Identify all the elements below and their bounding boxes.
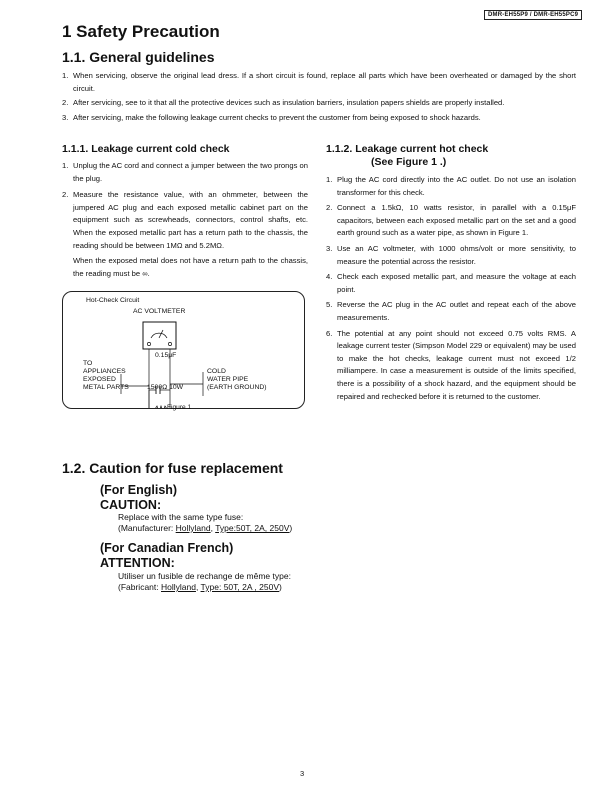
voltmeter-label: AC VOLTMETER <box>133 308 186 315</box>
section-1-1-2-title: 1.1.2. Leakage current hot check <box>326 143 489 155</box>
section-1-2-title: 1.2. Caution for fuse replacement <box>62 460 283 476</box>
attention-heading: ATTENTION: <box>100 556 175 570</box>
manufacturer-name: Hollyland <box>161 582 196 592</box>
list-item: 2. Measure the resistance value, with an ohmmeter, between the jumpered AC plug and each exposed metallic cabinet part on the equipment such as screwheads, connectors, control shafts, etc. When the exposed metallic part has a return path to the chassis, the reading should be between 1MΩ and 5.2MΩ. <box>62 190 308 250</box>
model-number-box <box>484 10 582 20</box>
french-line-2: (Fabricant: Hollyland, Type: 50T, 2A , 250V) <box>118 582 282 592</box>
english-line-2: (Manufacturer: Hollyland, Type:50T, 2A, 250V) <box>118 523 293 533</box>
french-line-1: Utiliser un fusible de rechange de même type: <box>118 571 291 581</box>
fuse-type: Type:50T, 2A, 250V <box>215 523 290 533</box>
ground-label-3: (EARTH GROUND) <box>207 384 267 391</box>
list-item: 1. When servicing, observe the original lead dress. If a short circuit is found, replace all parts which have been overheated or damaged by the short circuit. <box>62 71 576 93</box>
capacitor-label: 0.15μF <box>155 352 177 359</box>
section-1-1-title: 1.1. General guidelines <box>62 49 215 65</box>
ground-label-1: COLD <box>207 368 226 375</box>
list-item: When the exposed metal does not have a return path to the chassis, the reading must be ∞. <box>73 256 308 278</box>
list-item: 1. Plug the AC cord directly into the AC outlet. Do not use an isolation transformer for this check. <box>326 175 576 197</box>
hot-check-list <box>326 174 576 403</box>
model-number: DMR-EH55P9 / DMR-EH55PC9 <box>488 12 579 18</box>
appliance-label-2: APPLIANCES <box>83 368 126 375</box>
section-1-1-2-subtitle: (See Figure 1 .) <box>371 156 447 168</box>
general-guidelines-list <box>62 70 576 124</box>
page-number: 3 <box>300 769 305 778</box>
figure-title: Hot-Check Circuit <box>86 297 140 304</box>
manufacturer-name: Hollyland <box>175 523 211 533</box>
appliance-label-1: TO <box>83 360 93 367</box>
list-item: 5. Reverse the AC plug in the AC outlet and repeat each of the above measurements. <box>326 300 576 322</box>
list-item: 6. The potential at any point should not exceed 0.75 volts RMS. A leakage current tester (Simpson Model 229 or equivalent) may be used to make the hot checks, leakage current must not exceed 1/2 milliampere. In case a measurement is outside of the limits specified, there is a possibility of a shock hazard, and the equipment should be repaired and rechecked before it is returned to the customer. <box>326 328 576 401</box>
ground-label-2: WATER PIPE <box>207 376 249 383</box>
resistor-label: 1500Ω 10W <box>147 384 184 391</box>
resistor <box>155 406 167 408</box>
caution-heading: CAUTION: <box>100 498 162 512</box>
hot-check-circuit-figure <box>62 291 305 409</box>
list-item: 1. Unplug the AC cord and connect a jumper between the two prongs on the plug. <box>62 161 308 183</box>
list-item: 4. Check each exposed metallic part, and measure the voltage at each point. <box>326 272 576 294</box>
section-1-1-1-title: 1.1.1. Leakage current cold check <box>62 143 230 155</box>
cold-check-list <box>62 160 308 280</box>
list-item: 3. Use an AC voltmeter, with 1000 ohms/volt or more sensitivity, to measure the potential across the resistor. <box>326 243 576 266</box>
list-item: 2. Connect a 1.5kΩ, 10 watts resistor, in parallel with a 0.15μF capacitors, between each exposed metallic part on the set and a good earth ground such as a water pipe, as shown in Figure 1. <box>326 203 576 238</box>
fuse-type: Type: 50T, 2A , 250V <box>200 582 279 592</box>
appliance-label-4: METAL PARTS <box>83 384 129 391</box>
appliance-label-3: EXPOSED <box>83 376 116 383</box>
english-heading: (For English) <box>100 483 178 497</box>
french-heading: (For Canadian French) <box>100 541 234 555</box>
page-title: 1 Safety Precaution <box>62 22 220 41</box>
list-item: 3. After servicing, make the following leakage current checks to prevent the customer from being exposed to shock hazards. <box>62 112 481 122</box>
figure-caption: Figure 1 <box>167 404 192 411</box>
english-line-1: Replace with the same type fuse: <box>118 512 244 522</box>
list-item: 2. After servicing, see to it that all the protective devices such as insulation barriers, insulation papers shields are properly installed. <box>62 98 505 108</box>
